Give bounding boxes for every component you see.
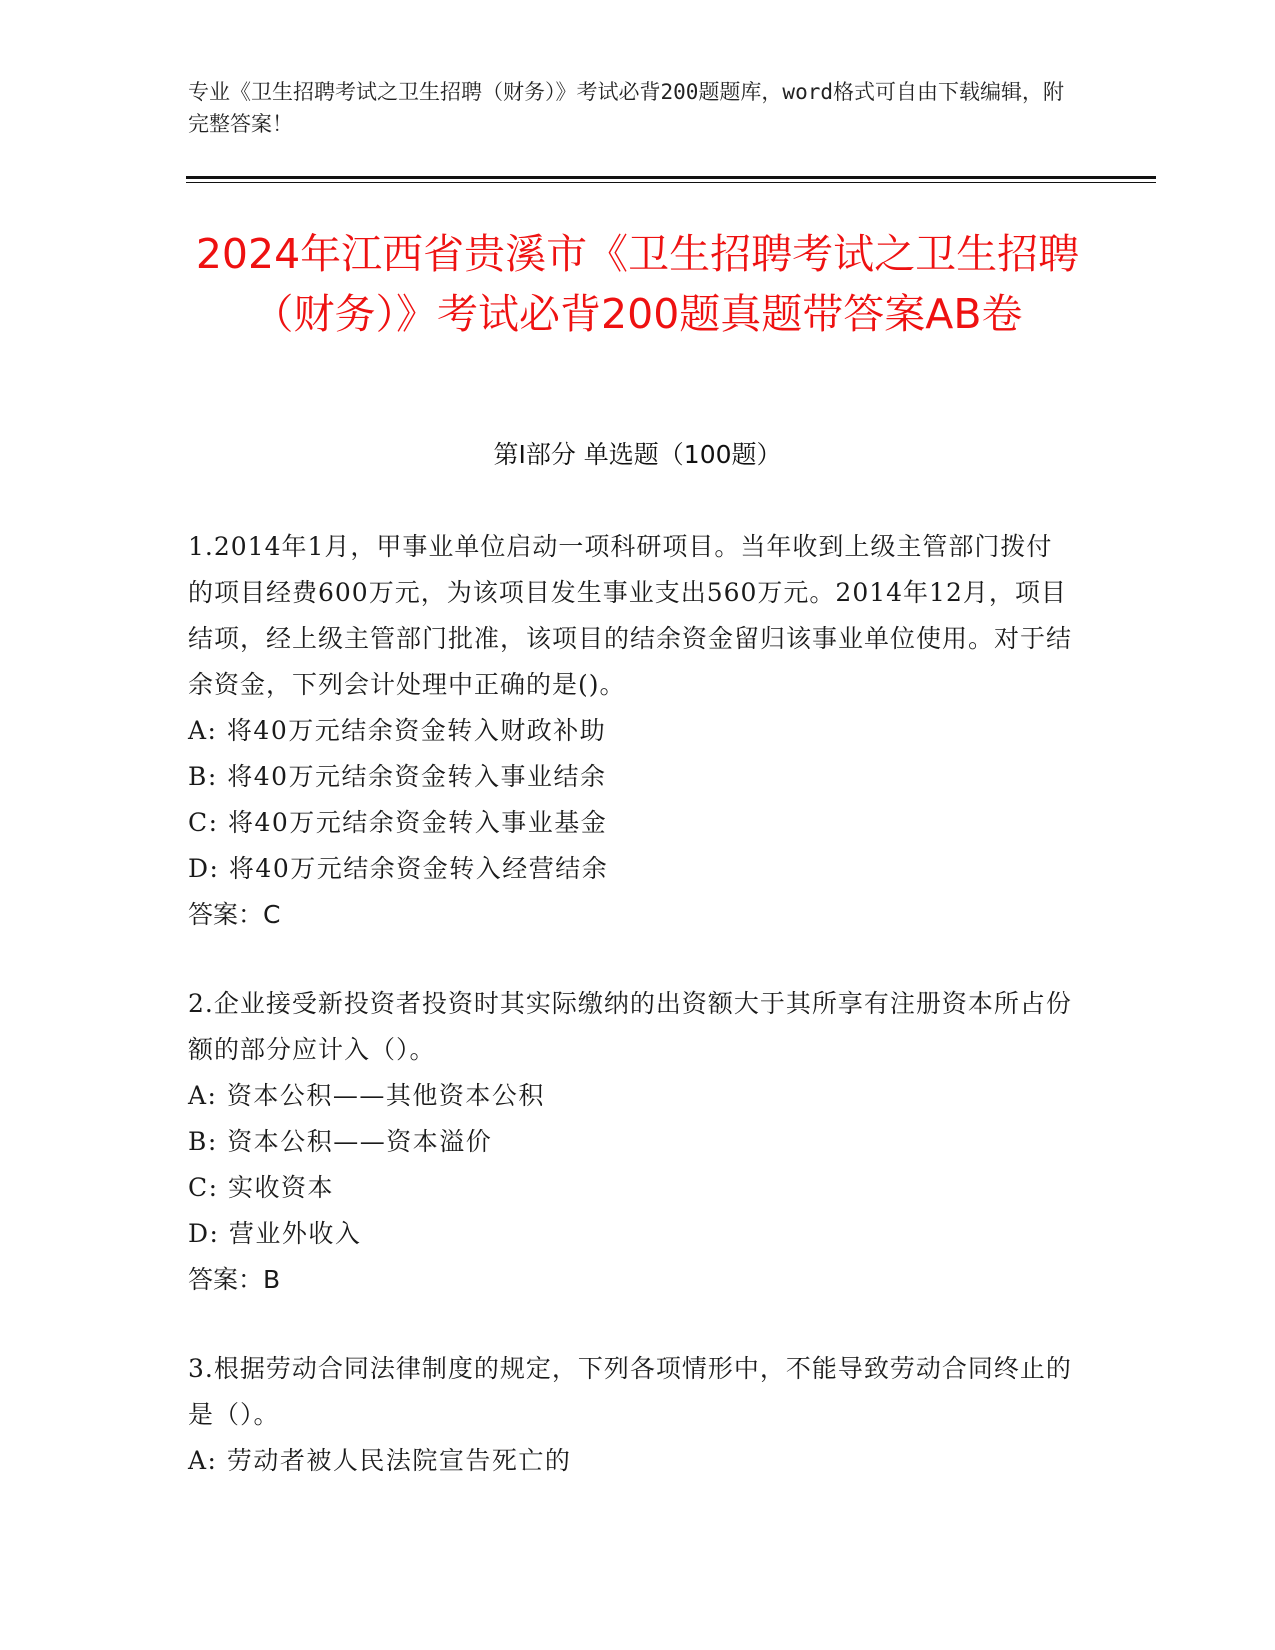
option-a: A: 将40万元结余资金转入财政补助 [188,716,607,745]
question-1 [188,524,1078,938]
option-b: B: 将40万元结余资金转入事业结余 [188,762,607,791]
option-d: D: 将40万元结余资金转入经营结余 [188,854,609,883]
header-note: 专业《卫生招聘考试之卫生招聘（财务）》考试必背200题题库，word格式可自由下载编辑，附完整答案！ [188,80,1064,136]
option-d: D: 营业外收入 [188,1219,362,1248]
question-stem: 1.2014年1月，甲事业单位启动一项科研项目。当年收到上级主管部门拨付的项目经费600万元，为该项目发生事业支出560万元。2014年12月，项目结项，经上级主管部门批准，该项目的结余资金留归该事业单位使用。对于结余资金，下列会计处理中正确的是()。 [188,532,1073,699]
option-a: A: 劳动者被人民法院宣告死亡的 [188,1446,572,1475]
question-stem: 3.根据劳动合同法律制度的规定，下列各项情形中，不能导致劳动合同终止的是（）。 [188,1354,1072,1429]
option-c: C: 将40万元结余资金转入事业基金 [188,808,608,837]
question-3 [188,1346,1078,1484]
option-b: B: 资本公积——资本溢价 [188,1127,493,1156]
page-title: 2024年江西省贵溪市《卫生招聘考试之卫生招聘（财务）》考试必背200题真题带答案AB卷 [195,230,1080,338]
answer: 答案：B [188,1265,281,1294]
header-divider-thin [186,182,1156,183]
option-a: A: 资本公积——其他资本公积 [188,1081,545,1110]
option-c: C: 实收资本 [188,1173,334,1202]
question-stem: 2.企业接受新投资者投资时其实际缴纳的出资额大于其所享有注册资本所占份额的部分应计入（）。 [188,989,1072,1064]
question-2 [188,981,1078,1303]
question-list [188,524,1078,1527]
header-divider-thick [186,176,1156,179]
answer: 答案：C [188,900,281,929]
section-title: 第Ⅰ部分 单选题（100题） [493,440,782,469]
